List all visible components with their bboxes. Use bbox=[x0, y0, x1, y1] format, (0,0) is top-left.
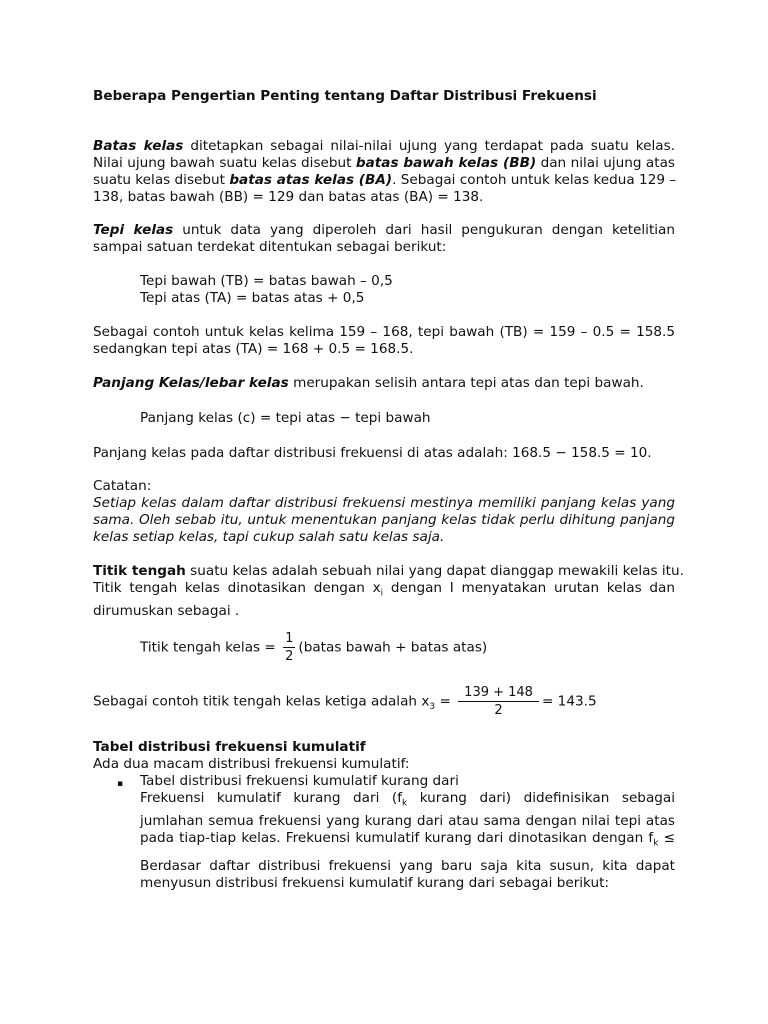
subscript: k bbox=[653, 838, 659, 849]
text-line bbox=[93, 563, 684, 580]
term-batas-atas: batas atas kelas (BA) bbox=[229, 172, 393, 188]
kumulatif-example bbox=[140, 858, 675, 892]
text-line: Setiap kelas dalam daftar distribusi frekuensi mestinya memiliki panjang kelas yang bbox=[93, 495, 675, 511]
panjang-kelas-example: Panjang kelas pada daftar distribusi frekuensi di atas adalah: 168.5 − 158.5 = 10. bbox=[93, 445, 652, 461]
panjang-kelas-line bbox=[93, 375, 644, 392]
titik-tengah-paragraph bbox=[93, 563, 684, 620]
bullet-icon: ▪ bbox=[117, 779, 124, 789]
text-span: ditetapkan sebagai nilai-nilai ujung yang terdapat pada suatu kelas. bbox=[183, 138, 675, 154]
tepi-kelas-paragraph bbox=[93, 222, 675, 256]
text-span: dengan I menyatakan urutan kelas dan bbox=[383, 580, 675, 596]
text-span: (batas bawah + batas atas) bbox=[298, 639, 488, 656]
formula-panjang-kelas: Panjang kelas (c) = tepi atas − tepi bawah bbox=[140, 410, 431, 426]
catatan-label: Catatan: bbox=[93, 478, 152, 494]
text-line bbox=[93, 138, 675, 155]
list-item-title: Tabel distribusi frekuensi kumulatif kurang dari bbox=[140, 773, 459, 789]
text-line: jumlahan semua frekuensi yang kurang dari atau sama dengan nilai tepi atas bbox=[140, 812, 675, 829]
tepi-example-paragraph bbox=[93, 324, 675, 358]
text-line: sedangkan tepi atas (TA) = 168 + 0.5 = 168.5. bbox=[93, 341, 414, 357]
text-span: Titik tengah kelas = bbox=[140, 639, 281, 656]
text-span: suatu kelas disebut bbox=[93, 172, 230, 188]
formula-tepi-atas: Tepi atas (TA) = batas atas + 0,5 bbox=[140, 290, 365, 306]
fraction-numerator: 139 + 148 bbox=[458, 684, 539, 702]
batas-kelas-paragraph bbox=[93, 138, 675, 206]
term-tepi-kelas: Tepi kelas bbox=[93, 222, 174, 238]
kumulatif-intro: Ada dua macam distribusi frekuensi kumulatif: bbox=[93, 756, 410, 772]
text-line bbox=[140, 830, 675, 853]
fraction bbox=[283, 630, 295, 665]
text-line bbox=[93, 222, 675, 239]
text-span: = bbox=[435, 693, 456, 710]
text-span: merupakan selisih antara tepi atas dan tepi bawah. bbox=[288, 375, 644, 391]
text-span: suatu kelas adalah sebuah nilai yang dapat dianggap mewakili kelas itu. bbox=[185, 563, 684, 579]
text-line: Berdasar daftar distribusi frekuensi yang baru saja kita susun, kita dapat bbox=[140, 858, 675, 874]
kumulatif-definition bbox=[140, 790, 675, 852]
fraction-numerator: 1 bbox=[285, 631, 294, 646]
text-span: Sebagai contoh titik tengah kelas ketiga adalah x bbox=[93, 693, 430, 710]
term-batas-kelas: Batas kelas bbox=[93, 138, 184, 154]
text-span: untuk data yang diperoleh dari hasil pengukuran dengan ketelitian bbox=[173, 222, 675, 238]
term-titik-tengah: Titik tengah bbox=[93, 563, 186, 579]
formula-titik-tengah bbox=[140, 630, 487, 665]
text-line: menyusun distribusi frekuensi kumulatif kurang dari sebagai berikut: bbox=[140, 875, 610, 891]
text-line: sampai satuan terdekat ditentukan sebagai berikut: bbox=[93, 239, 447, 255]
text-span: Nilai ujung bawah suatu kelas disebut bbox=[93, 155, 356, 171]
page-title: Beberapa Pengertian Penting tentang Daftar Distribusi Frekuensi bbox=[93, 88, 597, 104]
subscript: i bbox=[380, 588, 384, 599]
term-batas-bawah: batas bawah kelas (BB) bbox=[355, 155, 537, 171]
fraction-denominator: 2 bbox=[494, 703, 503, 718]
text-span: Titik tengah kelas dinotasikan dengan x bbox=[93, 580, 381, 596]
text-line: Sebagai contoh untuk kelas kelima 159 – 168, tepi bawah (TB) = 159 – 0.5 = 158.5 bbox=[93, 324, 675, 340]
text-line: dirumuskan sebagai . bbox=[93, 602, 240, 619]
fraction bbox=[458, 684, 539, 719]
text-span: = 143.5 bbox=[541, 693, 597, 710]
text-line: 138, batas bawah (BB) = 129 dan batas atas (BA) = 138. bbox=[93, 189, 484, 205]
text-line bbox=[93, 155, 675, 172]
text-line bbox=[93, 580, 675, 603]
text-span: Frekuensi kumulatif kurang dari (f bbox=[140, 790, 402, 806]
catatan-text bbox=[93, 495, 675, 546]
text-line bbox=[93, 172, 675, 189]
subscript: k bbox=[401, 798, 408, 809]
text-span: kurang dari) didefinisikan sebagai bbox=[407, 790, 676, 806]
subscript: 3 bbox=[429, 702, 436, 713]
text-line: sama. Oleh sebab itu, untuk menentukan panjang kelas tidak perlu dihitung panjang bbox=[93, 512, 675, 528]
section-heading-kumulatif: Tabel distribusi frekuensi kumulatif bbox=[93, 739, 366, 755]
text-line bbox=[140, 790, 675, 813]
text-span: ≤ bbox=[658, 829, 676, 846]
text-span: . Sebagai contoh untuk kelas kedua 129 – bbox=[392, 172, 677, 188]
fraction-denominator: 2 bbox=[285, 649, 294, 664]
titik-tengah-example bbox=[93, 684, 597, 719]
text-span: pada tiap-tiap kelas. Frekuensi kumulatif kurang dari dinotasikan dengan f bbox=[140, 829, 654, 846]
term-panjang-kelas: Panjang Kelas/lebar kelas bbox=[93, 375, 289, 391]
formula-tepi-bawah: Tepi bawah (TB) = batas bawah – 0,5 bbox=[140, 273, 393, 289]
text-line: kelas setiap kelas, tapi cukup salah satu kelas saja. bbox=[93, 529, 445, 545]
text-span: dan nilai ujung atas bbox=[536, 155, 675, 171]
